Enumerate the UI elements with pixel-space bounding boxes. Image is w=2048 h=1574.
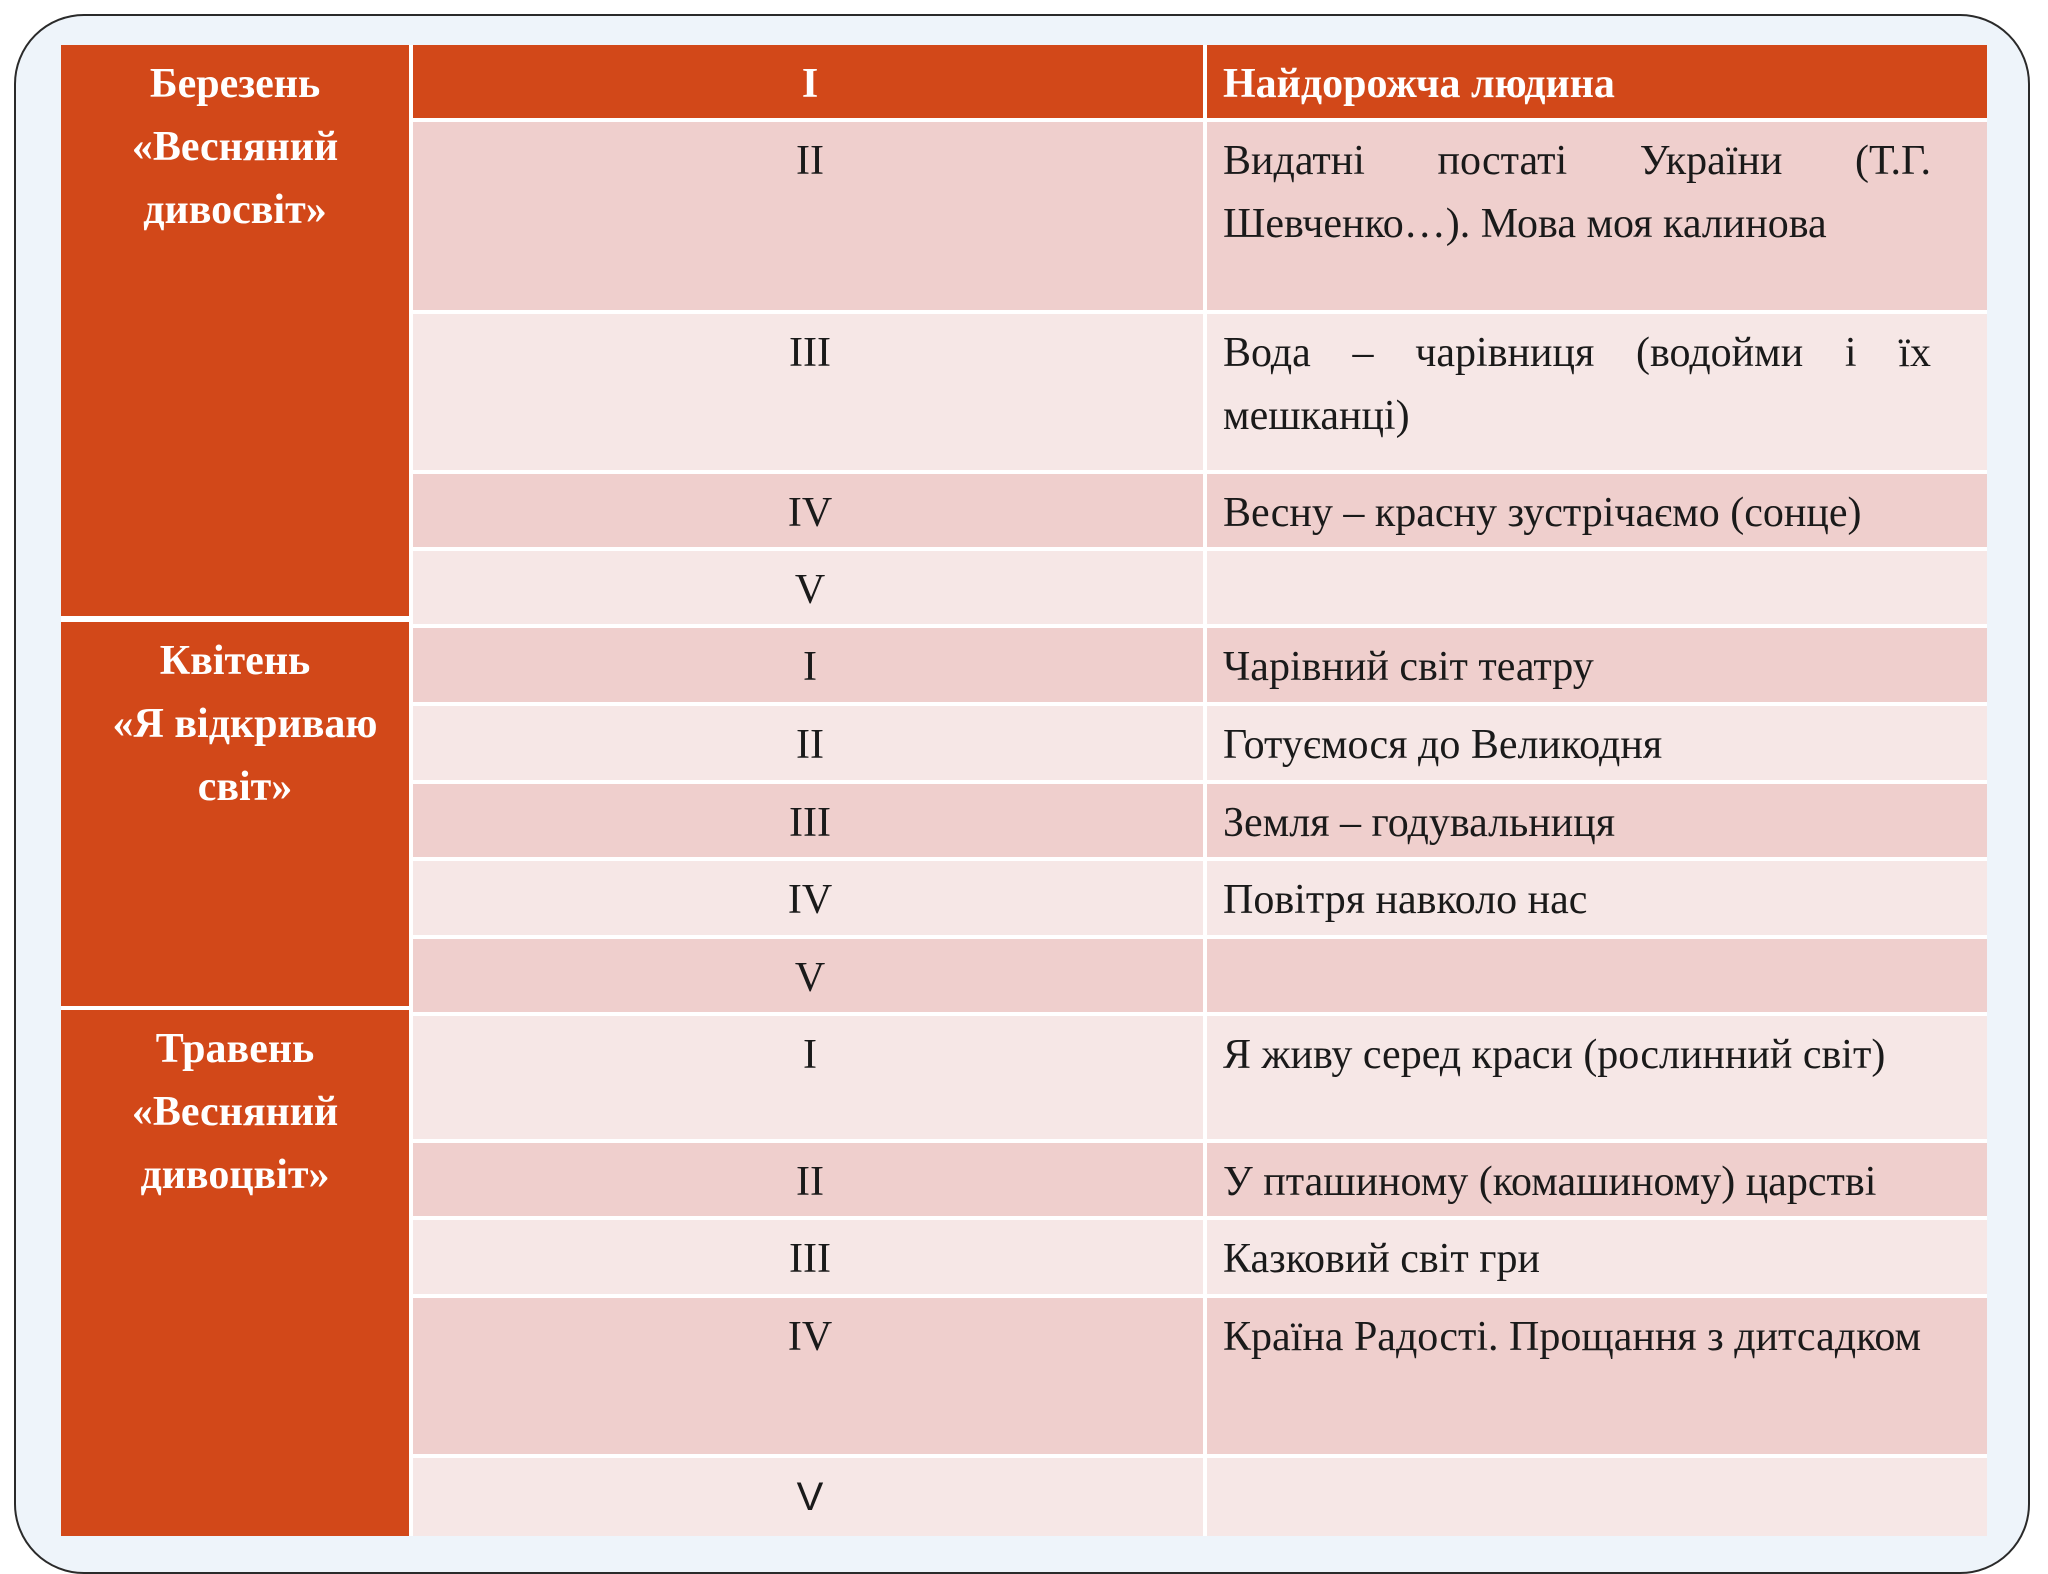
week-number: IV	[787, 877, 833, 923]
week-topic: Я живу серед краси (рослинний світ)	[1203, 1016, 1987, 1139]
week-topic: Казковий світ гри	[1203, 1220, 1987, 1294]
week-topic: Найдорожча людина	[1203, 45, 1987, 118]
week-topic	[1203, 939, 1987, 1012]
week-topic: Вода – чарівниця (водойми і їх мешканці)	[1203, 314, 1987, 470]
week-number: I	[801, 61, 819, 107]
week-number: V	[794, 955, 826, 1001]
month-subtitle: «Весняний дивосвіт»	[131, 124, 339, 233]
month-cell-april	[61, 622, 413, 1010]
week-number: III	[789, 1236, 831, 1282]
week-number: II	[796, 722, 824, 768]
week-number: V	[794, 567, 826, 613]
week-number: I	[803, 1032, 817, 1078]
month-name: Березень	[149, 61, 321, 107]
week-number: V	[796, 1475, 824, 1519]
week-topic: Видатні постаті України (Т.Г. Шевченко…). Мова моя калинова	[1203, 122, 1987, 310]
week-topic: Країна Радості. Прощання з дитсадком	[1203, 1298, 1987, 1454]
schedule-table	[61, 45, 1987, 1536]
week-topic: Чарівний світ театру	[1203, 628, 1987, 702]
week-number: IV	[787, 1314, 833, 1360]
week-topic: Повітря навколо нас	[1203, 861, 1987, 935]
week-number: IV	[787, 490, 833, 536]
month-name: Квітень	[159, 638, 311, 684]
month-name: Травень	[155, 1026, 315, 1072]
week-topic	[1203, 1458, 1987, 1536]
week-number: II	[796, 138, 824, 184]
week-topic	[1203, 551, 1987, 624]
month-cell-may	[61, 1010, 413, 1536]
month-subtitle: «Я відкриваю світ»	[112, 701, 378, 810]
week-number: I	[803, 644, 817, 690]
week-topic: Готуємося до Великодня	[1203, 706, 1987, 780]
week-topic: Весну – красну зустрічаємо (сонце)	[1203, 474, 1987, 547]
month-cell-march	[61, 45, 413, 622]
week-number: III	[789, 330, 831, 376]
week-number: II	[796, 1159, 824, 1205]
month-subtitle: «Весняний дивоцвіт»	[131, 1089, 339, 1198]
week-topic: У пташиному (комашиному) царстві	[1203, 1143, 1987, 1216]
week-number: III	[789, 800, 831, 846]
week-topic: Земля – годувальниця	[1203, 784, 1987, 857]
